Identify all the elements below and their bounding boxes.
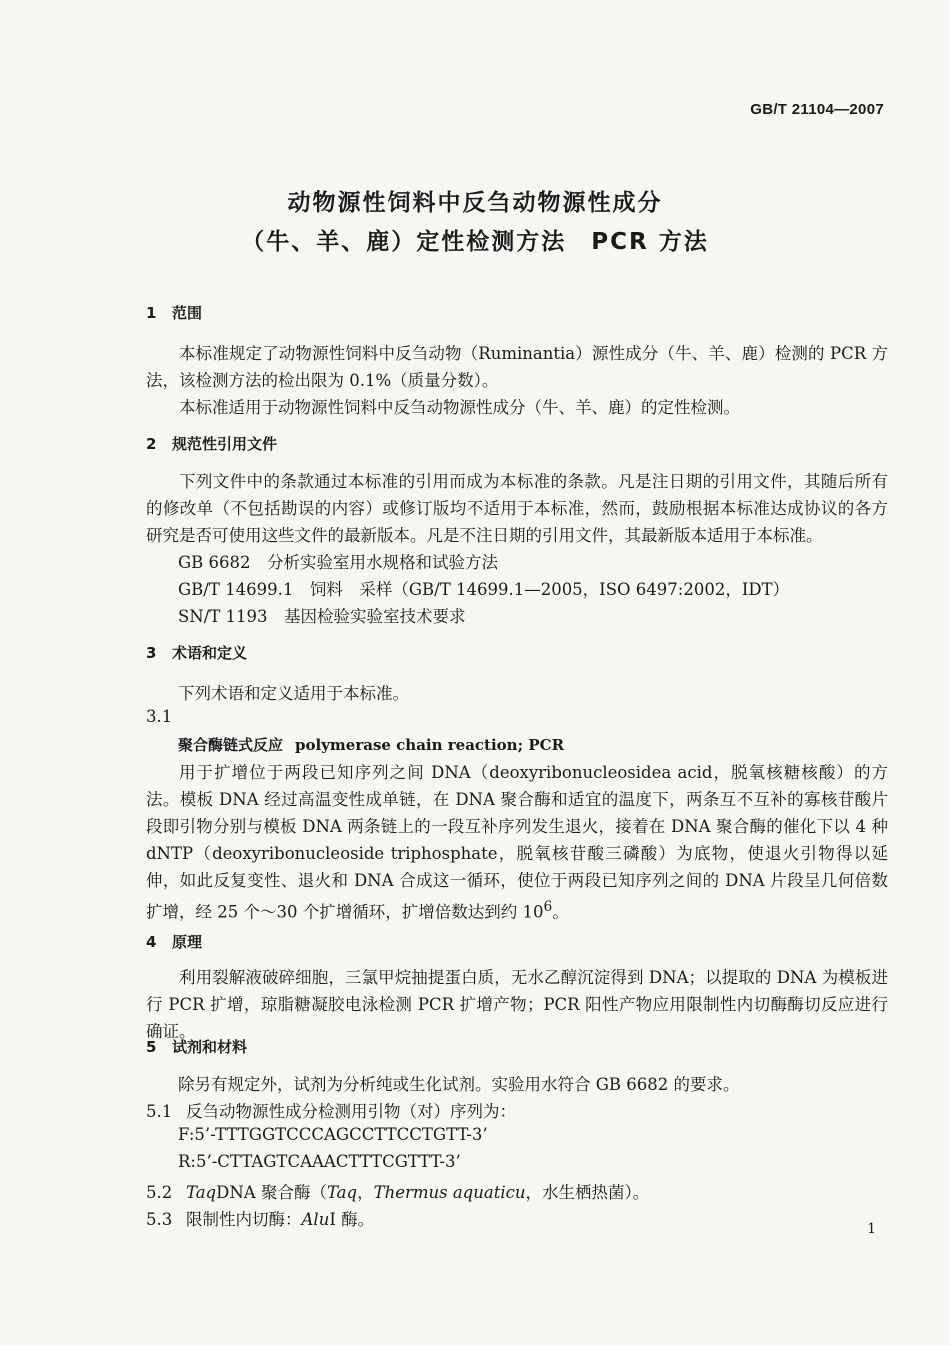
section-number: 3 — [146, 644, 157, 662]
italic-taq: Taq — [186, 1183, 217, 1202]
item-text-2: ，水生栖热菌）。 — [525, 1183, 650, 1202]
reference-item: GB/T 14699.1 饲料 采样（GB/T 14699.1—2005，ISO 6497:2002，IDT） — [178, 580, 790, 599]
section-title: 试剂和材料 — [172, 1038, 248, 1056]
section-1-para-1: 本标准规定了动物源性饲料中反刍动物（Ruminantia）源性成分（牛、羊、鹿）检测的 PCR 方法，该检测方法的检出限为 0.1%（质量分数）。 — [146, 344, 888, 390]
item-text: DNA 聚合酶（ — [216, 1183, 327, 1202]
section-4-para-1: 利用裂解液破碎细胞，三氯甲烷抽提蛋白质，无水乙醇沉淀得到 DNA；以提取的 DNA 为模板进行 PCR 扩增，琼脂糖凝胶电泳检测 PCR 扩增产物；PCR 阳性产物应用限制性内切酶酶切反应进行确证。 — [146, 968, 888, 1041]
item-number: 5.1 — [146, 1102, 173, 1121]
section-2-para-1: 下列文件中的条款通过本标准的引用而成为本标准的条款。凡是注日期的引用文件，其随后所有的修改单（不包括勘误的内容）或修订版均不适用于本标准，然而，鼓励根据本标准达成协议的各方研究是否可使用这些文件的最新版本。凡是不注日期的引用文件，其最新版本适用于本标准。 — [146, 472, 888, 545]
italic-taq-2: Taq — [326, 1183, 358, 1202]
item-5-1 — [146, 1098, 516, 1122]
italic-species: Thermus aquaticu — [373, 1183, 526, 1202]
title-line-1: 动物源性饲料中反刍动物源性成分 — [287, 190, 663, 216]
term-definition-text: 用于扩增位于两段已知序列之间 DNA（deoxyribonucleosidea acid，脱氧核糖核酸）的方法。模板 DNA 经过高温变性成单链，在 DNA 聚合酶和适宜的温度下，两条互不互补的寡核苷酸片段即引物分别与模板 DNA 两条链上的一段互补序列发生退火，接着在 DNA 聚合酶的催化下以 4 种 dNTP（deoxyribonucleoside triphosphate，脱氧核苷酸三磷酸）为底物，使退火引物得以延伸，如此反复变性、退火和 DNA 合成这一循环，使位于两段已知序列之间的 DNA 片段呈几何倍数扩增，经 25 个～30 个扩增循环，扩增倍数达到约 10 — [146, 763, 888, 922]
primer-forward: F:5’-TTTGGTCCCAGCCTTCCTGTT-3’ — [178, 1125, 488, 1144]
section-number: 1 — [146, 304, 157, 322]
italic-alu: Alu — [301, 1210, 330, 1229]
section-4-heading — [146, 931, 202, 952]
section-number: 4 — [146, 933, 157, 951]
primer-reverse: R:5’-CTTAGTCAAACTTTCGTTT-3’ — [178, 1152, 461, 1171]
item-5-3 — [146, 1206, 374, 1230]
section-title: 范围 — [172, 304, 203, 322]
item-text: 反刍动物源性成分检测用引物（对）序列为： — [186, 1102, 516, 1121]
section-title: 规范性引用文件 — [172, 435, 278, 453]
section-2-heading — [146, 433, 277, 454]
section-number: 2 — [146, 435, 157, 453]
title-line-2: （牛、羊、鹿）定性检测方法 PCR 方法 — [241, 229, 709, 255]
section-1-para-2: 本标准适用于动物源性饲料中反刍动物源性成分（牛、羊、鹿）的定性检测。 — [179, 398, 740, 417]
section-5-para-1: 除另有规定外，试剂为分析纯或生化试剂。实验用水符合 GB 6682 的要求。 — [178, 1075, 740, 1094]
term-definition — [146, 759, 888, 926]
item-text: 限制性内切酶： — [186, 1210, 302, 1229]
subsection-3-1-number — [146, 707, 172, 726]
term-heading — [178, 734, 564, 755]
reference-item: GB 6682 分析实验室用水规格和试验方法 — [178, 553, 499, 572]
term-definition-end: 。 — [552, 902, 569, 922]
separator: ， — [357, 1183, 374, 1202]
section-number: 5 — [146, 1038, 157, 1056]
page-number: 1 — [867, 1221, 876, 1237]
section-3-heading — [146, 642, 247, 663]
section-5-heading — [146, 1036, 247, 1057]
item-number: 5.3 — [146, 1210, 173, 1229]
subsection-number: 3.1 — [146, 707, 173, 726]
section-3-para-1: 下列术语和定义适用于本标准。 — [178, 684, 409, 703]
exponent: 6 — [543, 899, 553, 915]
section-title: 原理 — [172, 933, 203, 951]
section-title: 术语和定义 — [172, 644, 248, 662]
standard-number: GB/T 21104—2007 — [750, 101, 884, 118]
reference-item: SN/T 1193 基因检验实验室技术要求 — [178, 607, 466, 626]
item-5-2 — [146, 1179, 649, 1203]
term-english: polymerase chain reaction; PCR — [295, 736, 565, 754]
term-chinese: 聚合酶链式反应 — [178, 736, 284, 754]
item-text-2: I 酶。 — [329, 1210, 375, 1229]
item-number: 5.2 — [146, 1183, 173, 1202]
section-1-heading — [146, 302, 202, 323]
